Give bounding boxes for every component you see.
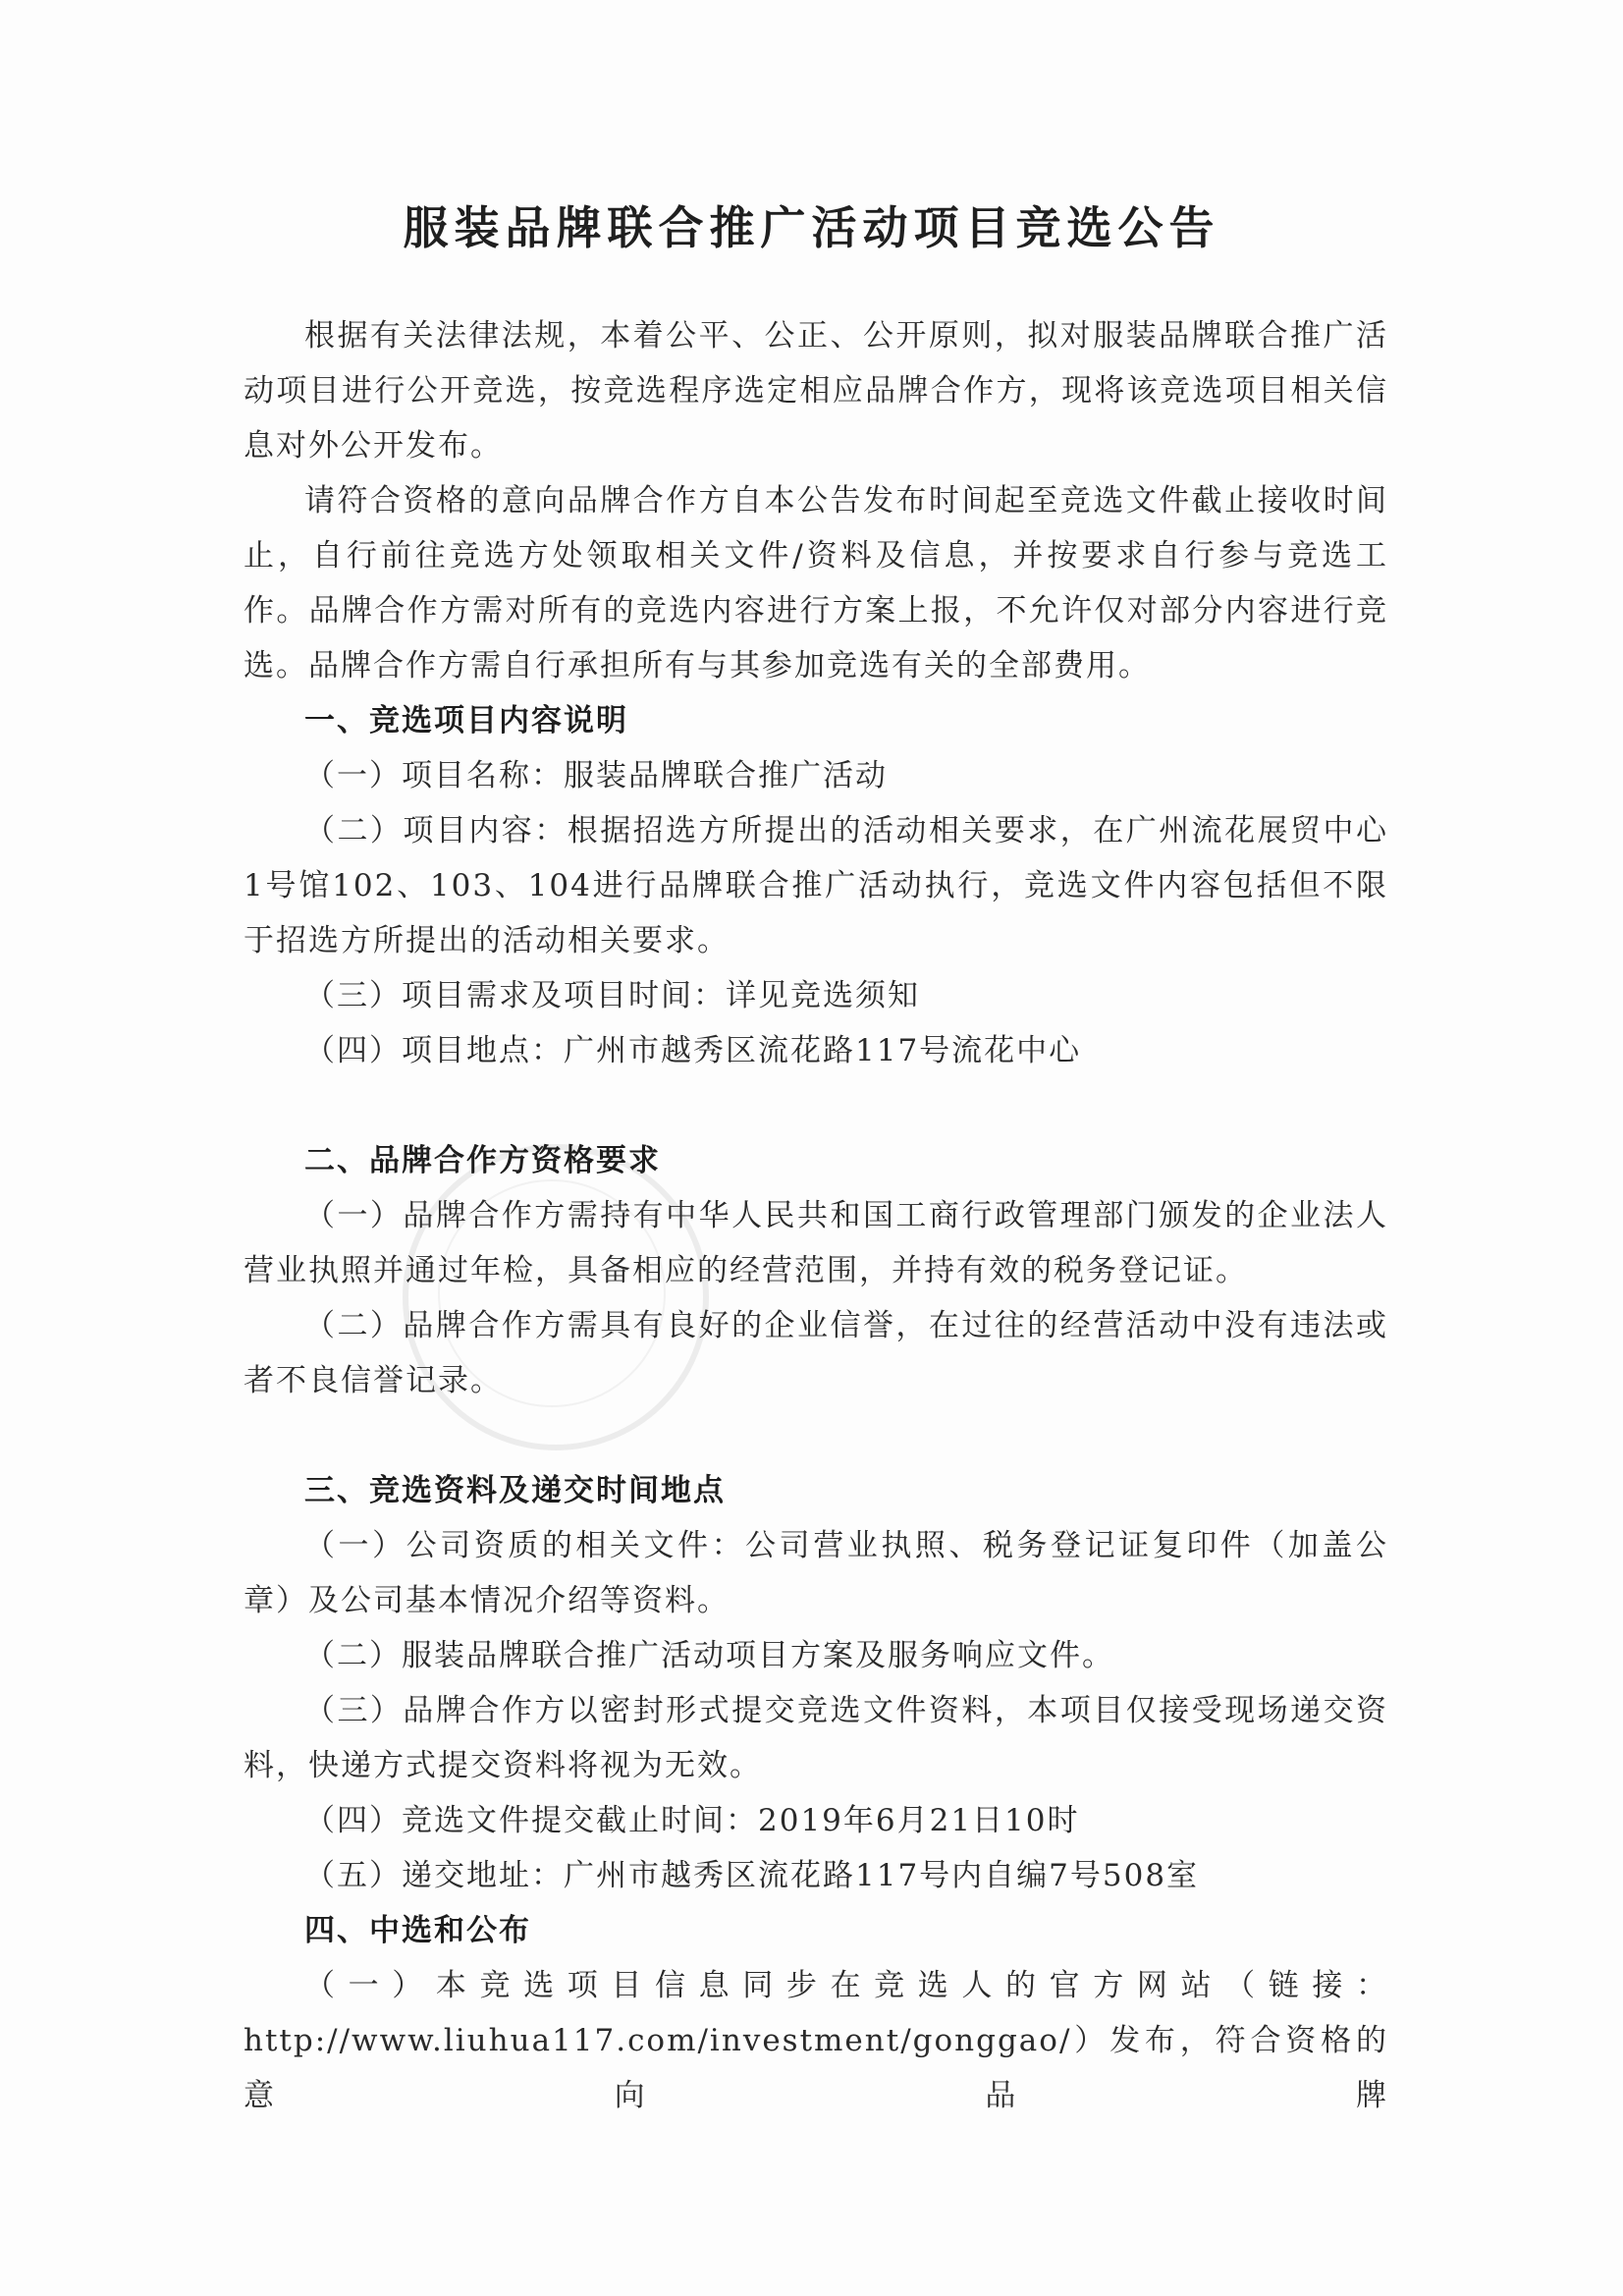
section-item: （一）公司资质的相关文件：公司营业执照、税务登记证复印件（加盖公章）及公司基本情况介绍等资料。 bbox=[243, 1528, 1388, 1618]
section-heading: 二、品牌合作方资格要求 bbox=[304, 1143, 661, 1178]
document-body bbox=[243, 308, 1388, 2123]
section-heading: 三、竞选资料及递交时间地点 bbox=[304, 1473, 726, 1508]
section-heading: 四、中选和公布 bbox=[304, 1913, 531, 1948]
section-item: （二）项目内容：根据招选方所提出的活动相关要求，在广州流花展贸中心1号馆102、103、104进行品牌联合推广活动执行，竞选文件内容包括但不限于招选方所提出的活动相关要求。 bbox=[243, 813, 1388, 958]
section-item: （二）服装品牌联合推广活动项目方案及服务响应文件。 bbox=[304, 1638, 1114, 1673]
section-item: （一）项目名称：服装品牌联合推广活动 bbox=[304, 758, 888, 793]
website-link-text: http://www.liuhua117.com/investment/gonggao/）发布，符合资格的意向品牌 bbox=[243, 2023, 1388, 2113]
spacer bbox=[243, 1408, 1388, 1463]
section-heading: 一、竞选项目内容说明 bbox=[304, 703, 628, 738]
section-item: （一）品牌合作方需持有中华人民共和国工商行政管理部门颁发的企业法人营业执照并通过年检，具备相应的经营范围，并持有效的税务登记证。 bbox=[243, 1198, 1388, 1288]
section-item: （四）竞选文件提交截止时间：2019年6月21日10时 bbox=[304, 1803, 1080, 1838]
section-item: （四）项目地点：广州市越秀区流花路117号流花中心 bbox=[304, 1033, 1082, 1068]
section-item: （三）品牌合作方以密封形式提交竞选文件资料，本项目仅接受现场递交资料，快递方式提交资料将视为无效。 bbox=[243, 1693, 1388, 1783]
section-item: （三）项目需求及项目时间：详见竞选须知 bbox=[304, 978, 920, 1013]
section-item: （一）本竞选项目信息同步在竞选人的官方网站（链接： bbox=[304, 1968, 1388, 2003]
spacer bbox=[243, 1078, 1388, 1133]
section-item: （二）品牌合作方需具有良好的企业信誉，在过往的经营活动中没有违法或者不良信誉记录。 bbox=[243, 1308, 1388, 1398]
section-item: （五）递交地址：广州市越秀区流花路117号内自编7号508室 bbox=[304, 1858, 1200, 1893]
intro-paragraph: 请符合资格的意向品牌合作方自本公告发布时间起至竞选文件截止接收时间止，自行前往竞选方处领取相关文件/资料及信息，并按要求自行参与竞选工作。品牌合作方需对所有的竞选内容进行方案上报，不允许仅对部分内容进行竞选。品牌合作方需自行承担所有与其参加竞选有关的全部费用。 bbox=[243, 483, 1388, 683]
intro-paragraph: 根据有关法律法规，本着公平、公正、公开原则，拟对服装品牌联合推广活动项目进行公开竞选，按竞选程序选定相应品牌合作方，现将该竞选项目相关信息对外公开发布。 bbox=[243, 318, 1388, 464]
document-title: 服装品牌联合推广活动项目竞选公告 bbox=[403, 201, 1220, 254]
